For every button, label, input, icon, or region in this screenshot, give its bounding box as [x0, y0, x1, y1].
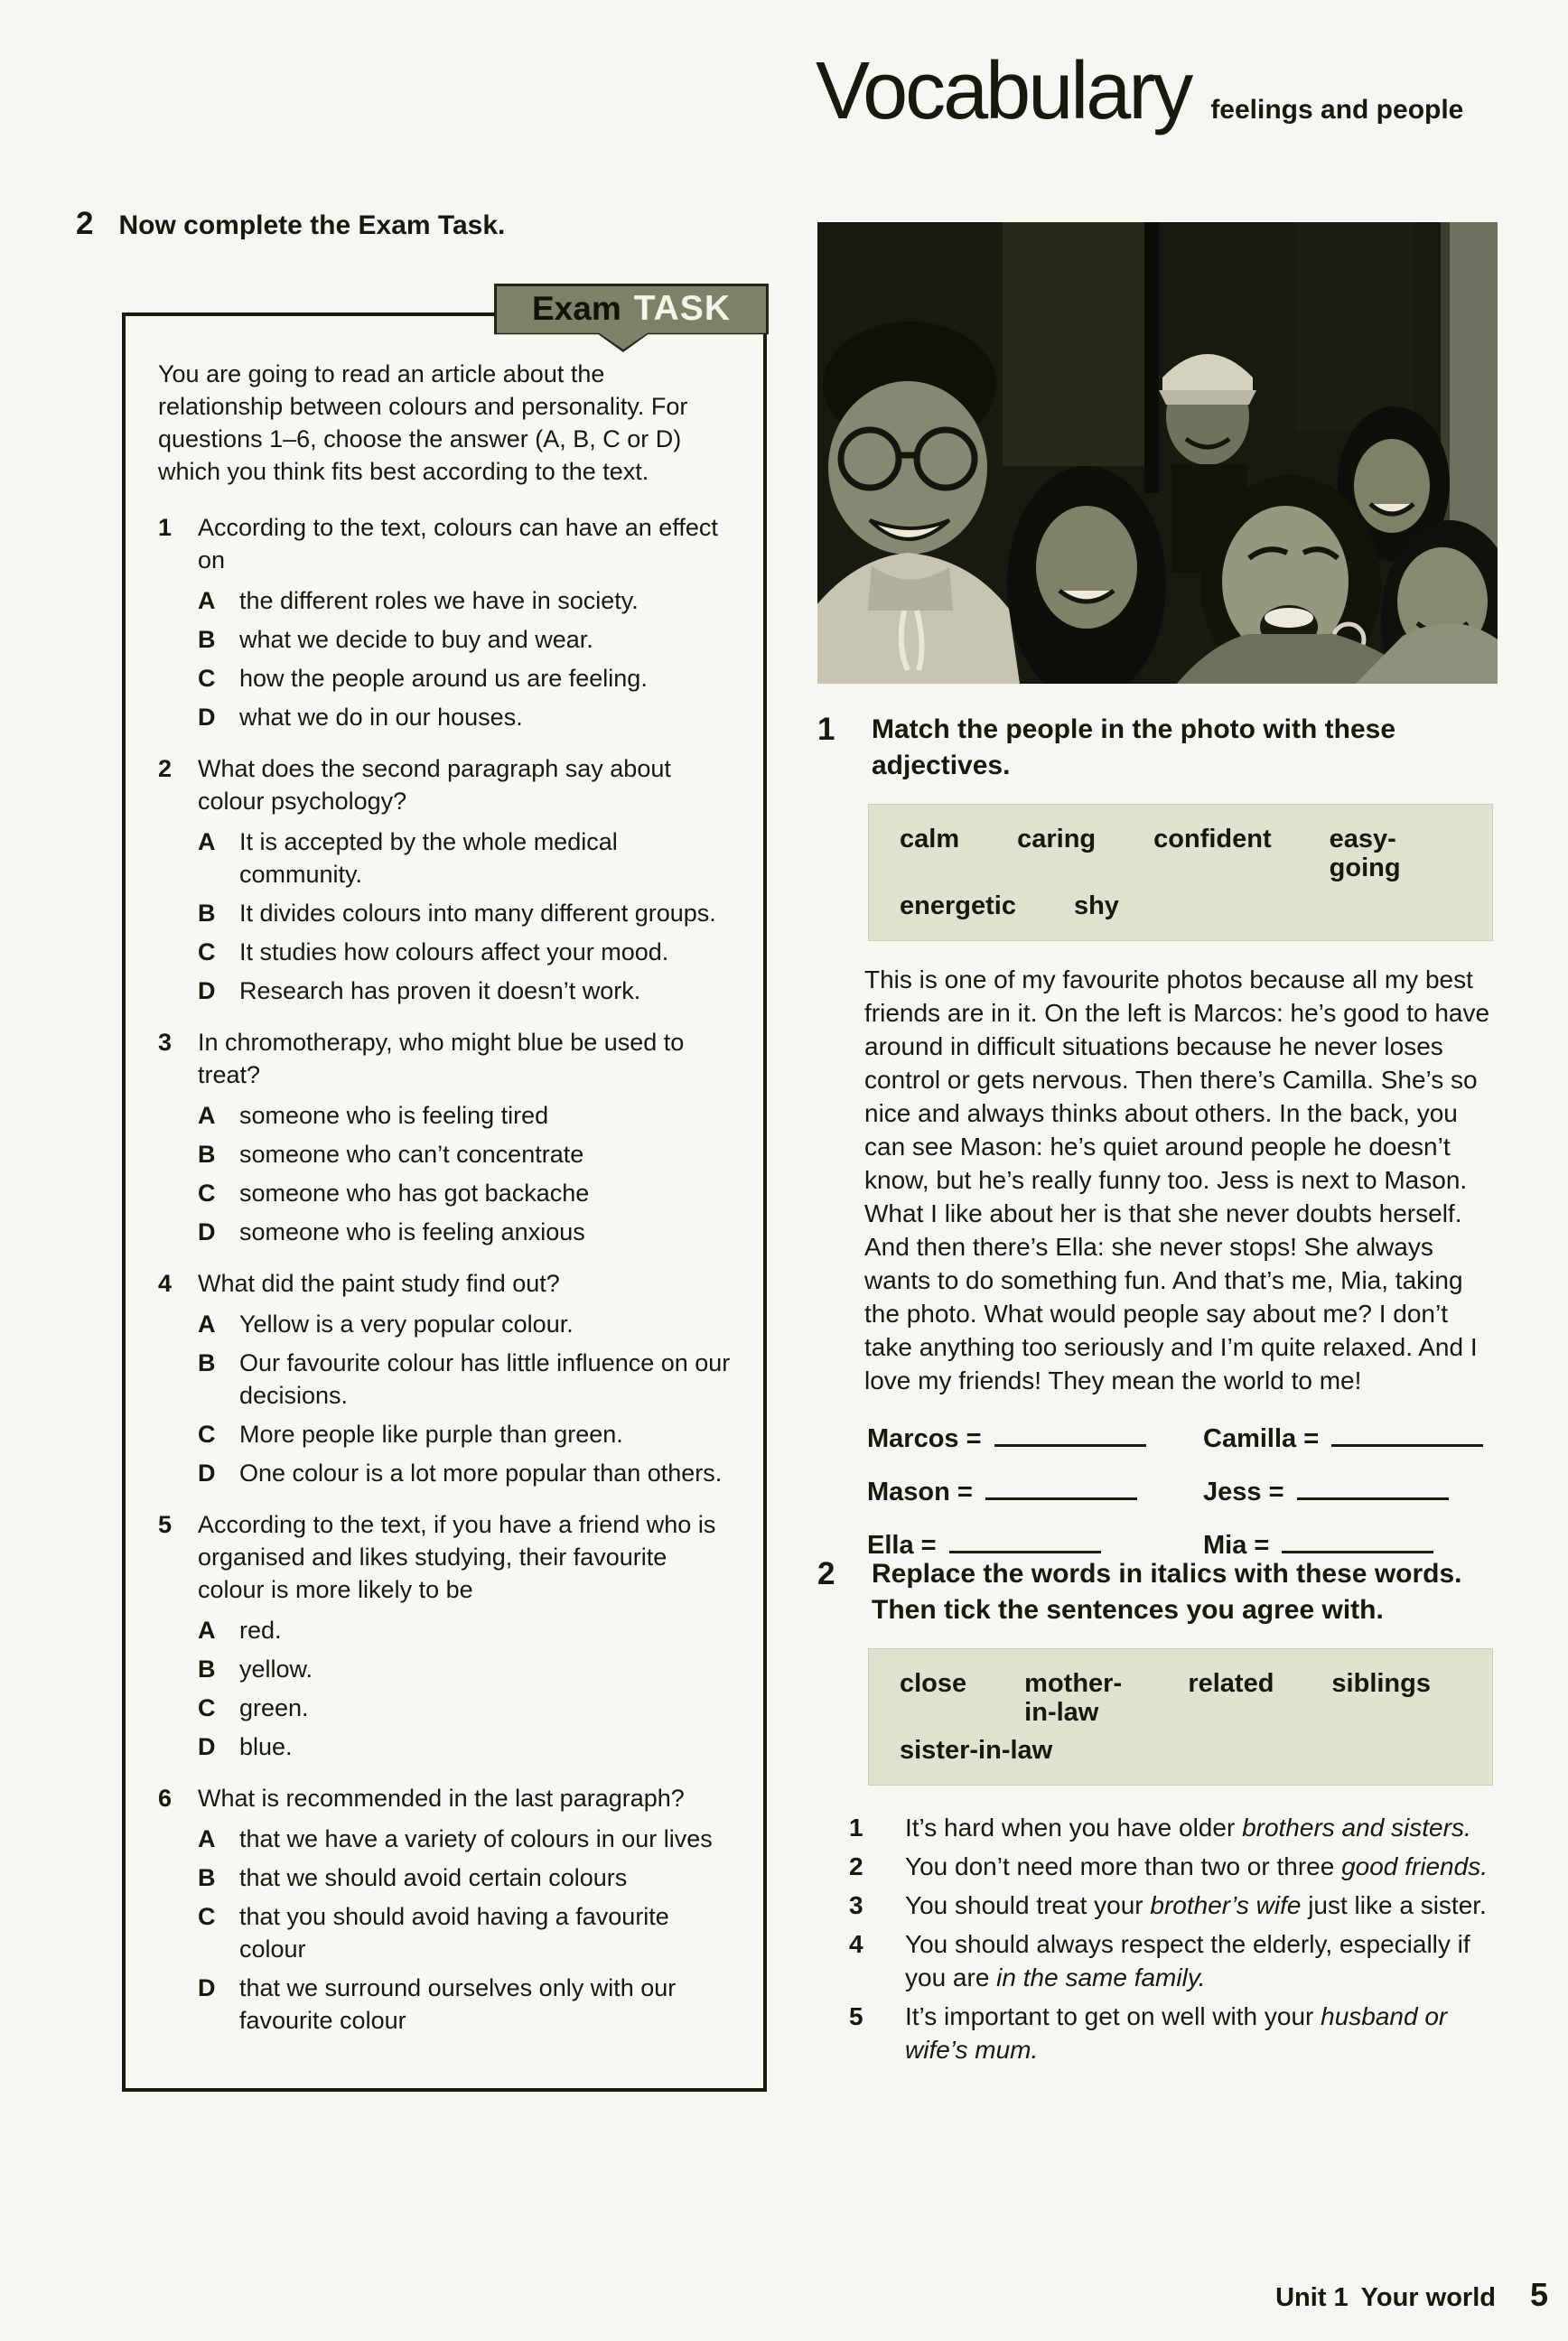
option-row [198, 1308, 738, 1340]
match-name: Marcos = [867, 1424, 982, 1453]
option-text: green. [239, 1694, 309, 1721]
match-blank [1282, 1544, 1433, 1553]
word-chip: caring [1017, 825, 1097, 853]
exercise1-number: 1 [817, 712, 835, 747]
unit-title: Your world [1360, 2283, 1496, 2312]
questions-list [158, 511, 738, 2043]
sentence-number: 2 [849, 1852, 863, 1880]
match-blank [1297, 1490, 1449, 1500]
match-name: Mia = [1203, 1531, 1270, 1560]
option-text: It divides colours into many different groups. [239, 900, 716, 927]
match-blank [949, 1544, 1101, 1553]
question-body [198, 752, 738, 1013]
question-item [158, 511, 738, 740]
sentence-number: 4 [849, 1930, 863, 1958]
option-text: someone who has got backache [239, 1180, 590, 1207]
option-row [198, 1347, 738, 1412]
sentence-text: You should treat your brother’s wife just like a sister. [905, 1891, 1487, 1919]
option-text: that we should avoid certain colours [239, 1864, 628, 1891]
option-row [198, 1730, 738, 1763]
option-letter: A [198, 828, 216, 855]
word-chip: energetic [900, 891, 1016, 920]
option-text: Our favourite colour has little influence on our decisions. [239, 1349, 731, 1409]
exercise-number: 2 [76, 206, 94, 241]
option-letter: D [198, 704, 216, 731]
option-row [198, 1653, 738, 1685]
match-name: Mason = [867, 1478, 973, 1506]
word-box-row [900, 1669, 1461, 1727]
question-text: According to the text, colours can have an effect on [198, 514, 718, 574]
question-item [158, 1026, 738, 1254]
option-row [198, 1614, 738, 1646]
question-item [158, 1508, 738, 1769]
option-letter: B [198, 1349, 216, 1376]
match-item [867, 1478, 1203, 1507]
unit-number: Unit 1 [1275, 2283, 1349, 2312]
option-letter: D [198, 1218, 216, 1245]
option-text: One colour is a lot more popular than others. [239, 1460, 723, 1487]
word-box-row [900, 1736, 1461, 1765]
sentence-text: You don’t need more than two or three good friends. [905, 1852, 1488, 1880]
option-row [198, 662, 738, 695]
match-blank [1331, 1437, 1483, 1447]
question-body [198, 511, 738, 740]
option-text: someone who is feeling tired [239, 1102, 549, 1129]
option-letter: C [198, 1421, 216, 1448]
option-letter: B [198, 1655, 216, 1683]
page-footer [1275, 2276, 1548, 2314]
question-number: 2 [158, 755, 173, 782]
word-chip: siblings [1331, 1669, 1431, 1698]
option-letter: D [198, 1974, 216, 2001]
question-text: According to the text, if you have a friend who is organised and likes studying, their favourite colour is more likely to be [198, 1511, 716, 1603]
exam-task-intro: You are going to read an article about the relationship between colours and personality. For questions 1–6, choose the answer (A, B, C or D) which you think fits best according to the text. [158, 360, 688, 485]
word-chip: close [900, 1669, 967, 1698]
instruction-text: Now complete the Exam Task. [118, 210, 506, 240]
option-letter: A [198, 587, 216, 614]
group-photo-illustration [817, 222, 1498, 684]
group-photo [817, 222, 1498, 684]
option-text: More people like purple than green. [239, 1421, 623, 1448]
question-text: What is recommended in the last paragraph? [198, 1785, 685, 1812]
word-box-row [900, 825, 1461, 882]
sentence-item [849, 2000, 1504, 2066]
option-letter: B [198, 626, 216, 653]
question-text: In chromotherapy, who might blue be used to treat? [198, 1029, 685, 1088]
exercise1-heading [817, 712, 1504, 784]
option-letter: D [198, 977, 216, 1004]
option-letter: C [198, 1903, 216, 1930]
option-row [198, 1823, 738, 1855]
option-letter: A [198, 1617, 216, 1644]
question-number: 4 [158, 1270, 173, 1297]
sentence-number: 1 [849, 1814, 863, 1842]
word-box-adjectives [868, 804, 1493, 941]
option-row [198, 584, 738, 617]
option-text: that we surround ourselves only with our favourite colour [239, 1974, 677, 2034]
option-row [198, 1099, 738, 1132]
option-row [198, 1216, 738, 1248]
option-row [198, 1861, 738, 1894]
option-text: red. [239, 1617, 282, 1644]
match-blank [985, 1490, 1137, 1500]
option-row [198, 825, 738, 891]
option-letter: C [198, 938, 216, 965]
option-row [198, 975, 738, 1007]
exercise1-paragraph: This is one of my favourite photos because all my best friends are in it. On the left is Marcos: he’s good to have around in difficult situations because he never loses control or gets nervous. Then there’s Camilla. She’s so nice and always thinks about others. In the back, you can see Mason: he’s quiet around people he doesn’t know, but he’s really funny too. Jess is next to Mason. What I like about her is that she never doubts herself. And then there’s Ella: she never stops! She always wants to do something fun. And that’s me, Mia, taking the photo. What would people say about me? I don’t take anything too seriously and I’m quite relaxed. And I love my friends! They mean the world to me! [864, 965, 1490, 1394]
banner-word-exam: Exam [531, 290, 621, 327]
option-row [198, 701, 738, 733]
question-number: 5 [158, 1511, 173, 1538]
option-row [198, 1418, 738, 1450]
question-body [198, 1508, 738, 1769]
option-row [198, 1138, 738, 1170]
option-text: Yellow is a very popular colour. [239, 1310, 574, 1338]
question-body [198, 1026, 738, 1254]
word-chip: calm [900, 825, 960, 853]
match-blank [994, 1437, 1146, 1447]
exam-task-banner [494, 284, 769, 352]
match-name: Ella = [867, 1531, 937, 1560]
exercise2-number: 2 [817, 1556, 835, 1591]
option-row [198, 1692, 738, 1724]
option-text: yellow. [239, 1655, 313, 1683]
question-text: What did the paint study find out? [198, 1270, 560, 1297]
page-subtitle: feelings and people [1210, 95, 1464, 125]
exercise1-section [817, 712, 1504, 1561]
sentence-item [849, 1927, 1504, 1994]
option-letter: A [198, 1102, 216, 1129]
option-row [198, 897, 738, 929]
italic-phrase: husband or wife’s mum. [905, 2002, 1448, 2064]
option-text: what we decide to buy and wear. [239, 626, 593, 653]
option-letter: B [198, 1141, 216, 1168]
page-header [816, 45, 1529, 138]
question-number: 3 [158, 1029, 173, 1056]
question-number: 6 [158, 1785, 173, 1812]
option-row [198, 1972, 738, 2037]
question-body [198, 1782, 738, 2043]
option-row [198, 1900, 738, 1965]
sentence-item [849, 1811, 1504, 1844]
italic-phrase: good friends. [1341, 1852, 1488, 1880]
exercise2-heading [817, 1556, 1504, 1628]
option-text: It is accepted by the whole medical community. [239, 828, 618, 888]
question-item [158, 1782, 738, 2043]
word-chip: sister-in-law [900, 1736, 1053, 1765]
option-text: that you should avoid having a favourite colour [239, 1903, 669, 1963]
sentence-item [849, 1889, 1504, 1922]
word-chip: mother-in-law [1024, 1669, 1123, 1727]
option-text: that we have a variety of colours in our lives [239, 1825, 713, 1852]
page-number: 5 [1529, 2276, 1548, 2313]
match-name: Camilla = [1203, 1424, 1320, 1453]
italic-phrase: brothers and sisters. [1242, 1814, 1471, 1842]
option-row [198, 1457, 738, 1489]
match-name: Jess = [1203, 1478, 1284, 1506]
sentences-list [849, 1811, 1504, 2066]
option-text: someone who can’t concentrate [239, 1141, 584, 1168]
option-letter: B [198, 1864, 216, 1891]
option-letter: A [198, 1310, 216, 1338]
option-text: how the people around us are feeling. [239, 665, 648, 692]
option-row [198, 623, 738, 656]
option-letter: B [198, 900, 216, 927]
question-item [158, 1267, 738, 1496]
question-text: What does the second paragraph say about colour psychology? [198, 755, 671, 815]
italic-phrase: brother’s wife [1150, 1891, 1302, 1919]
word-box-family [868, 1648, 1493, 1786]
option-text: what we do in our houses. [239, 704, 523, 731]
question-number: 1 [158, 514, 173, 541]
sentence-number: 5 [849, 2002, 863, 2030]
word-chip: shy [1073, 891, 1119, 920]
option-letter: C [198, 665, 216, 692]
sentence-text: It’s important to get on well with your husband or wife’s mum. [905, 2002, 1448, 2064]
exercise2-section [817, 1556, 1504, 2072]
question-body [198, 1267, 738, 1496]
match-item [867, 1424, 1203, 1454]
word-box-row [900, 891, 1461, 920]
match-grid [867, 1424, 1504, 1561]
word-chip: confident [1153, 825, 1272, 853]
option-letter: A [198, 1825, 216, 1852]
banner-label [494, 284, 769, 334]
exam-task-box [122, 289, 767, 2092]
option-letter: C [198, 1180, 216, 1207]
exercise1-instruction: Match the people in the photo with these adjectives. [872, 714, 1396, 780]
unit-label [1275, 2283, 1496, 2313]
option-letter: D [198, 1460, 216, 1487]
option-text: the different roles we have in society. [239, 587, 639, 614]
sentence-number: 3 [849, 1891, 863, 1919]
sentence-item [849, 1850, 1504, 1883]
match-item [1203, 1424, 1504, 1454]
option-text: someone who is feeling anxious [239, 1218, 585, 1245]
question-item [158, 752, 738, 1013]
option-text: blue. [239, 1733, 293, 1760]
banner-word-task: TASK [633, 289, 731, 328]
word-chip: related [1188, 1669, 1274, 1698]
page-title: Vocabulary [816, 46, 1191, 136]
option-text: It studies how colours affect your mood. [239, 938, 669, 965]
option-letter: D [198, 1733, 216, 1760]
italic-phrase: in the same family. [996, 1963, 1206, 1991]
option-row [198, 936, 738, 968]
option-row [198, 1177, 738, 1209]
sentence-text: It’s hard when you have older brothers and sisters. [905, 1814, 1471, 1842]
option-letter: C [198, 1694, 216, 1721]
option-text: Research has proven it doesn’t work. [239, 977, 641, 1004]
exercise2-left-instruction [76, 206, 744, 242]
sentence-text: You should always respect the elderly, especially if you are in the same family. [905, 1930, 1470, 1991]
match-item [1203, 1478, 1504, 1507]
exercise2-instruction: Replace the words in italics with these words. Then tick the sentences you agree with. [872, 1559, 1462, 1625]
word-chip: easy-going [1329, 825, 1401, 882]
